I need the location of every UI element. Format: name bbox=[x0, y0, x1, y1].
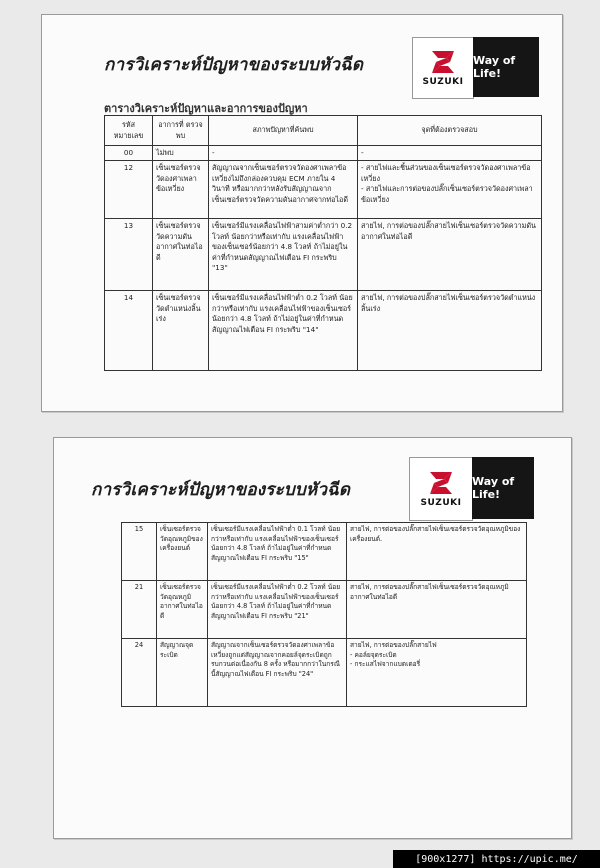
row-check bbox=[347, 639, 527, 707]
logo-brand: SUZUKI bbox=[420, 498, 462, 508]
header-check: จุดที่ต้องตรวจสอบ bbox=[358, 116, 542, 146]
row-check: สายไฟ, การต่อของปลั๊กสายไฟเซ็นเซอร์ตรวจวัดตำแหน่งลิ้นเร่ง bbox=[358, 291, 542, 371]
row-symptom: เซ็นเซอร์ตรวจวัดความดันอากาศในท่อไอดี bbox=[153, 219, 209, 291]
row-check: สายไฟ, การต่อของปลั๊กสายไฟเซ็นเซอร์ตรวจวัดความดันอากาศในท่อไอดี bbox=[358, 219, 542, 291]
row-code: 12 bbox=[105, 161, 153, 219]
table-row bbox=[105, 219, 542, 291]
row-symptom: ไม่พบ bbox=[153, 146, 209, 161]
suzuki-s-icon bbox=[426, 470, 456, 496]
row-code: 13 bbox=[105, 219, 153, 291]
check-item: - คอล์ยจุดระเบิด bbox=[350, 650, 397, 659]
document-page-2 bbox=[53, 437, 572, 839]
row-problem: - bbox=[209, 146, 358, 161]
row-symptom: เซ็นเซอร์ตรวจวัดองศาเพลาข้อเหวี่ยง bbox=[153, 161, 209, 219]
header-code: รหัส หมายเลข bbox=[105, 116, 153, 146]
row-problem: เซ็นเซอร์มีแรงเคลื่อนไฟฟ้าต่ำ 0.2 โวลท์ น้อยกว่าหรือเท่ากับ แรงเคลื่อนไฟฟ้าของเซ็นเซอร์น้อยกว่า 4.8 โวลท์ ถ้าไม่อยู่ในค่าที่กำหนดสัญญาณไฟเตือน FI กระพริบ "21" bbox=[208, 581, 347, 639]
row-symptom: เซ็นเซอร์ตรวจวัดตำแหน่งลิ้นเร่ง bbox=[153, 291, 209, 371]
row-problem: สัญญาณจากเซ็นเซอร์ตรวจวัดองศาเพลาข้อเหวี่ยงไม่ถึงกล่องควบคุม ECM ภายใน 4 วินาที หรือมากกว่าหลังรับสัญญาณจากเซ็นเซอร์ตรวจวัดความดันอากาศจากท่อไอดี bbox=[209, 161, 358, 219]
header-problem: สภาพปัญหาที่ค้นพบ bbox=[209, 116, 358, 146]
logo-brand: SUZUKI bbox=[422, 77, 464, 87]
check-item: - กระแสไฟจากแบตเตอรี่ bbox=[350, 660, 421, 669]
row-code: 21 bbox=[122, 581, 157, 639]
check-item: สายไฟ, การต่อของปลั๊กสายไฟ bbox=[350, 641, 437, 649]
table-row bbox=[122, 581, 527, 639]
row-code: 15 bbox=[122, 523, 157, 581]
logo-slogan: Way of Life! bbox=[472, 457, 534, 519]
row-check bbox=[358, 161, 542, 219]
suzuki-s-icon bbox=[428, 49, 458, 75]
row-problem: เซ็นเซอร์มีแรงเคลื่อนไฟฟ้าต่ำ 0.1 โวลท์ น้อยกว่าหรือเท่ากับ แรงเคลื่อนไฟฟ้าของเซ็นเซอร์ น้อยกว่า 4.8 โวลท์ ถ้าไม่อยู่ในค่าที่กำหนดสัญญาณไฟเตือน FI กระพริบ "15" bbox=[208, 523, 347, 581]
row-code: 14 bbox=[105, 291, 153, 371]
row-code: 24 bbox=[122, 639, 157, 707]
row-check: - bbox=[358, 146, 542, 161]
suzuki-logo bbox=[409, 457, 473, 521]
page-title: การวิเคราะห์ปัญหาของระบบหัวฉีด bbox=[91, 480, 351, 500]
logo-slogan: Way of Life! bbox=[473, 37, 539, 97]
diagnosis-table-1 bbox=[104, 115, 542, 371]
table-row bbox=[105, 146, 542, 161]
row-problem: เซ็นเซอร์มีแรงเคลื่อนไฟฟ้าต่ำ 0.2 โวลท์ น้อยกว่าหรือเท่ากับ แรงเคลื่อนไฟฟ้าของเซ็นเซอร์น้อยกว่า 4.8 โวลท์ ถ้าไม่อยู่ในค่าที่กำหนดสัญญาณไฟเตือน FI กระพริบ "14" bbox=[209, 291, 358, 371]
header-symptom: อาการที่ ตรวจพบ bbox=[153, 116, 209, 146]
page-title: การวิเคราะห์ปัญหาของระบบหัวฉีด bbox=[104, 55, 364, 75]
row-symptom: เซ็นเซอร์ตรวจวัดอุณหภูมิอากาศในท่อไอดี bbox=[157, 581, 208, 639]
table-header-row bbox=[105, 116, 542, 146]
row-symptom: สัญญาณจุดระเบิด bbox=[157, 639, 208, 707]
suzuki-logo bbox=[412, 37, 474, 99]
check-item: - สายไฟและชิ้นส่วนของเซ็นเซอร์ตรวจวัดองศาเพลาข้อเหวี่ยง bbox=[361, 163, 531, 183]
document-page-1 bbox=[41, 14, 563, 412]
table-row bbox=[105, 161, 542, 219]
row-problem: สัญญาณจากเซ็นเซอร์ตรวจวัดองศาเพลาข้อเหวี่ยงถูกแต่สัญญาณจากคอยล์จุดระเบิดถูกรบกวนต่อเนื่องกัน 8 ครั้ง หรือมากกว่าในกรณีนี้สัญญาณไฟเตือน FI กระพริบ "24" bbox=[208, 639, 347, 707]
check-item: - สายไฟและการต่อของปลั๊กเซ็นเซอร์ตรวจวัดองศาเพลาข้อเหวี่ยง bbox=[361, 184, 533, 204]
row-check: สายไฟ, การต่อของปลั๊กสายไฟเซ็นเซอร์ตรวจวัดอุณหภูมิของเครื่องยนต์. bbox=[347, 523, 527, 581]
table-row bbox=[105, 291, 542, 371]
row-symptom: เซ็นเซอร์ตรวจวัดอุณหภูมิของเครื่องยนต์ bbox=[157, 523, 208, 581]
table-row bbox=[122, 639, 527, 707]
row-code: 00 bbox=[105, 146, 153, 161]
row-check: สายไฟ, การต่อของปลั๊กสายไฟเซ็นเซอร์ตรวจวัดอุณหภูมิอากาศในท่อไอดี bbox=[347, 581, 527, 639]
table-subtitle: ตารางวิเคราะห์ปัญหาและอาการของปัญหา bbox=[104, 102, 308, 115]
row-problem: เซ็นเซอร์มีแรงเคลื่อนไฟฟ้าสามค่าต่ำกว่า 0.2 โวลท์ น้อยกว่าหรือเท่ากับ แรงเคลื่อนไฟฟ้าของเซ็นเซอร์น้อยกว่า 4.8 โวลท์ ถ้าไม่อยู่ในค่าที่กำหนดสัญญาณไฟเตือน FI กระพริบ "13" bbox=[209, 219, 358, 291]
diagnosis-table-2 bbox=[121, 522, 527, 707]
image-source-watermark: [900x1277] https://upic.me/ bbox=[393, 850, 600, 868]
table-row bbox=[122, 523, 527, 581]
